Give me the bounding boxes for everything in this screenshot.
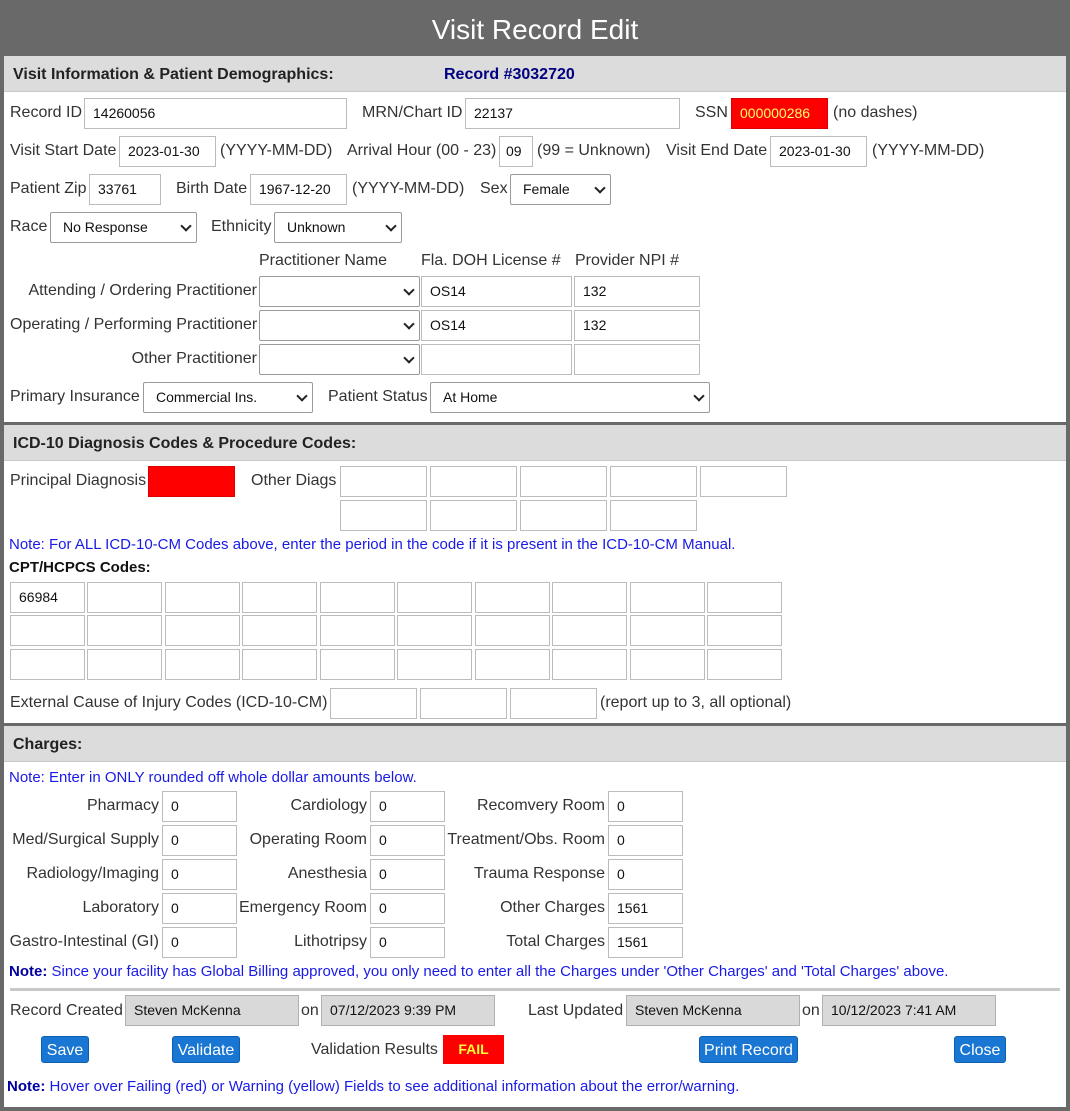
external-cause-input[interactable] bbox=[420, 688, 507, 719]
chevron-down-icon bbox=[693, 390, 704, 401]
charge-label: Total Charges bbox=[506, 933, 605, 950]
other-diag-input[interactable] bbox=[610, 500, 697, 531]
birth-date-label: Birth Date bbox=[176, 180, 248, 197]
race-select[interactable] bbox=[50, 212, 197, 243]
ssn-hint: (no dashes) bbox=[833, 104, 918, 121]
cpt-code-input[interactable] bbox=[397, 582, 472, 613]
operating-npi-input[interactable]: 132 bbox=[574, 310, 700, 341]
cpt-code-input[interactable] bbox=[630, 615, 705, 646]
practitioner-name-header: Practitioner Name bbox=[259, 252, 388, 269]
charge-input[interactable]: 0 bbox=[608, 825, 683, 856]
divider bbox=[10, 988, 1060, 991]
patient-zip-label: Patient Zip bbox=[10, 180, 87, 197]
cpt-code-input[interactable] bbox=[165, 615, 240, 646]
last-updated-label: Last Updated bbox=[528, 1002, 624, 1019]
cpt-code-input[interactable] bbox=[707, 615, 782, 646]
cpt-code-input[interactable] bbox=[707, 649, 782, 680]
charge-label: Emergency Room bbox=[238, 899, 367, 916]
visit-start-hint: (YYYY-MM-DD) bbox=[220, 142, 333, 159]
section-header-charges: Charges: bbox=[4, 726, 1066, 762]
arrival-hour-label: Arrival Hour (00 - 23) bbox=[347, 142, 497, 159]
other-diag-input[interactable] bbox=[430, 466, 517, 497]
section-header-visit-info bbox=[4, 56, 1066, 92]
visit-start-label: Visit Start Date bbox=[10, 142, 117, 159]
charge-label: Lithotripsy bbox=[294, 933, 367, 950]
other-diag-input[interactable] bbox=[340, 466, 427, 497]
cpt-code-input[interactable] bbox=[552, 582, 627, 613]
cpt-code-input[interactable] bbox=[10, 649, 85, 680]
charge-input[interactable]: 0 bbox=[162, 825, 237, 856]
principal-diagnosis-input[interactable] bbox=[148, 466, 235, 497]
ethnicity-select[interactable] bbox=[274, 212, 402, 243]
hover-note-text: Hover over Failing (red) or Warning (yellow) Fields to see additional information about the error/warning. bbox=[45, 1078, 740, 1095]
patient-status-select[interactable] bbox=[430, 382, 710, 413]
visit-end-hint: (YYYY-MM-DD) bbox=[872, 142, 985, 159]
birth-date-input[interactable]: 1967-12-20 bbox=[250, 174, 347, 205]
principal-diagnosis-label: Principal Diagnosis bbox=[10, 472, 147, 489]
billing-note-bold: Note: bbox=[9, 963, 48, 980]
other-diag-input[interactable] bbox=[700, 466, 787, 497]
charge-label: Laboratory bbox=[82, 899, 159, 916]
cpt-code-input[interactable] bbox=[87, 649, 162, 680]
billing-note bbox=[9, 963, 948, 980]
charge-input[interactable]: 0 bbox=[370, 825, 445, 856]
primary-insurance-value: Commercial Ins. bbox=[156, 389, 258, 405]
visit-end-label: Visit End Date bbox=[666, 142, 768, 159]
patient-status-value: At Home bbox=[443, 389, 498, 405]
cpt-code-input[interactable] bbox=[552, 615, 627, 646]
charge-input[interactable]: 0 bbox=[608, 859, 683, 890]
ethnicity-label: Ethnicity bbox=[211, 218, 272, 235]
chevron-down-icon bbox=[403, 352, 414, 363]
ethnicity-select-value: Unknown bbox=[287, 219, 346, 235]
cpt-code-input[interactable] bbox=[707, 582, 782, 613]
chevron-down-icon bbox=[385, 220, 396, 231]
attending-license-input[interactable]: OS14 bbox=[421, 276, 572, 307]
record-created-on-label: on bbox=[301, 1002, 319, 1019]
charge-label: Gastro-Intestinal (GI) bbox=[9, 933, 159, 950]
sex-select-value: Female bbox=[523, 181, 570, 197]
cpt-code-input[interactable] bbox=[630, 649, 705, 680]
record-created-by: Steven McKenna bbox=[125, 995, 299, 1026]
attending-practitioner-label: Attending / Ordering Practitioner bbox=[28, 282, 257, 299]
charge-input[interactable]: 1561 bbox=[608, 927, 683, 958]
cpt-code-input[interactable] bbox=[87, 582, 162, 613]
record-id-label: Record ID bbox=[10, 104, 83, 121]
arrival-hour-hint: (99 = Unknown) bbox=[537, 142, 651, 159]
charge-label: Med/Surgical Supply bbox=[12, 831, 159, 848]
other-diags-label: Other Diags bbox=[251, 472, 337, 489]
close-button[interactable]: Close bbox=[954, 1036, 1006, 1063]
validation-results-label: Validation Results bbox=[311, 1041, 438, 1058]
attending-npi-input[interactable]: 132 bbox=[574, 276, 700, 307]
last-updated-by: Steven McKenna bbox=[626, 995, 800, 1026]
last-updated-date: 10/12/2023 7:41 AM bbox=[822, 995, 996, 1026]
race-select-value: No Response bbox=[63, 219, 148, 235]
icd10-note: Note: For ALL ICD-10-CM Codes above, enter the period in the code if it is present in the ICD-10-CM Manual. bbox=[9, 536, 736, 553]
cpt-code-input[interactable] bbox=[320, 582, 395, 613]
charge-input[interactable]: 0 bbox=[162, 927, 237, 958]
hover-note-bold: Note: bbox=[7, 1078, 46, 1095]
cpt-code-input[interactable] bbox=[10, 615, 85, 646]
other-diag-input[interactable] bbox=[610, 466, 697, 497]
external-cause-label: External Cause of Injury Codes (ICD-10-CM) bbox=[10, 694, 328, 711]
other-practitioner-select[interactable] bbox=[259, 344, 420, 375]
charge-label: Recomvery Room bbox=[476, 797, 605, 814]
cpt-code-input[interactable] bbox=[87, 615, 162, 646]
charge-label: Treatment/Obs. Room bbox=[447, 831, 605, 848]
charge-label: Cardiology bbox=[290, 797, 367, 814]
operating-practitioner-label: Operating / Performing Practitioner bbox=[10, 316, 258, 333]
chevron-down-icon bbox=[403, 284, 414, 295]
race-label: Race bbox=[10, 218, 48, 235]
cpt-code-input[interactable] bbox=[552, 649, 627, 680]
print-record-button[interactable]: Print Record bbox=[699, 1036, 798, 1063]
record-id-input[interactable]: 14260056 bbox=[84, 98, 347, 129]
birth-date-hint: (YYYY-MM-DD) bbox=[352, 180, 465, 197]
attending-practitioner-select[interactable] bbox=[259, 276, 420, 307]
sex-label: Sex bbox=[480, 180, 508, 197]
record-created-label: Record Created bbox=[10, 1002, 123, 1019]
cpt-code-input[interactable] bbox=[165, 582, 240, 613]
cpt-code-input[interactable] bbox=[320, 615, 395, 646]
charge-label: Pharmacy bbox=[86, 797, 159, 814]
cpt-code-input[interactable] bbox=[242, 615, 317, 646]
license-header: Fla. DOH License # bbox=[421, 252, 561, 269]
external-cause-input[interactable] bbox=[330, 688, 417, 719]
cpt-code-input[interactable] bbox=[320, 649, 395, 680]
cpt-code-input[interactable] bbox=[475, 582, 550, 613]
charge-input[interactable]: 0 bbox=[370, 791, 445, 822]
chevron-down-icon bbox=[296, 390, 307, 401]
charge-label: Radiology/Imaging bbox=[26, 865, 159, 882]
record-number: Record #3032720 bbox=[444, 66, 575, 83]
charge-input[interactable]: 0 bbox=[162, 791, 237, 822]
external-cause-input[interactable] bbox=[510, 688, 597, 719]
cpt-code-input[interactable] bbox=[165, 649, 240, 680]
cpt-code-input[interactable] bbox=[242, 582, 317, 613]
primary-insurance-label: Primary Insurance bbox=[10, 388, 140, 405]
charge-input[interactable]: 0 bbox=[608, 791, 683, 822]
section-title: Visit Information & Patient Demographics: bbox=[13, 66, 334, 83]
diagnosis-codes-panel bbox=[4, 425, 1066, 723]
sex-select[interactable] bbox=[510, 174, 611, 205]
visit-end-input[interactable]: 2023-01-30 bbox=[770, 136, 867, 167]
operating-license-input[interactable]: OS14 bbox=[421, 310, 572, 341]
cpt-code-input[interactable] bbox=[397, 649, 472, 680]
primary-insurance-select[interactable] bbox=[143, 382, 313, 413]
save-button[interactable]: Save bbox=[41, 1036, 89, 1063]
patient-status-label: Patient Status bbox=[328, 388, 428, 405]
other-license-input[interactable] bbox=[421, 344, 572, 375]
cpt-code-input[interactable] bbox=[475, 615, 550, 646]
other-diag-input[interactable] bbox=[520, 500, 607, 531]
charge-label: Other Charges bbox=[500, 899, 605, 916]
charge-label: Operating Room bbox=[249, 831, 367, 848]
hover-note bbox=[7, 1078, 739, 1095]
cpt-code-input[interactable] bbox=[242, 649, 317, 680]
external-cause-hint: (report up to 3, all optional) bbox=[600, 694, 792, 711]
section-header-icd10: ICD-10 Diagnosis Codes & Procedure Codes: bbox=[4, 425, 1066, 461]
charge-input[interactable]: 0 bbox=[162, 893, 237, 924]
npi-header: Provider NPI # bbox=[575, 252, 680, 269]
ssn-label: SSN bbox=[695, 104, 728, 121]
charge-input[interactable]: 0 bbox=[370, 893, 445, 924]
cpt-code-input[interactable] bbox=[475, 649, 550, 680]
visit-information-panel bbox=[4, 56, 1066, 422]
cpt-code-input[interactable] bbox=[630, 582, 705, 613]
visit-start-input[interactable]: 2023-01-30 bbox=[119, 136, 216, 167]
mrn-label: MRN/Chart ID bbox=[362, 104, 463, 121]
arrival-hour-input[interactable]: 09 bbox=[499, 136, 533, 167]
charges-panel bbox=[4, 726, 1066, 1107]
other-diag-input[interactable] bbox=[340, 500, 427, 531]
patient-zip-input[interactable]: 33761 bbox=[89, 174, 161, 205]
ssn-input[interactable]: 000000286 bbox=[731, 98, 828, 129]
chevron-down-icon bbox=[180, 220, 191, 231]
charge-input[interactable]: 0 bbox=[370, 927, 445, 958]
charge-input[interactable]: 0 bbox=[162, 859, 237, 890]
other-diag-input[interactable] bbox=[430, 500, 517, 531]
other-npi-input[interactable] bbox=[574, 344, 700, 375]
charge-label: Anesthesia bbox=[287, 865, 367, 882]
cpt-code-input[interactable]: 66984 bbox=[10, 582, 85, 613]
record-created-date: 07/12/2023 9:39 PM bbox=[321, 995, 495, 1026]
other-diag-input[interactable] bbox=[520, 466, 607, 497]
last-updated-on-label: on bbox=[802, 1002, 820, 1019]
validate-button[interactable]: Validate bbox=[172, 1036, 240, 1063]
chevron-down-icon bbox=[403, 318, 414, 329]
charges-note: Note: Enter in ONLY rounded off whole dollar amounts below. bbox=[9, 769, 417, 786]
page-title: Visit Record Edit bbox=[431, 14, 639, 45]
mrn-input[interactable]: 22137 bbox=[465, 98, 680, 129]
operating-practitioner-select[interactable] bbox=[259, 310, 420, 341]
charge-input[interactable]: 0 bbox=[370, 859, 445, 890]
charge-label: Trauma Response bbox=[473, 865, 605, 882]
charge-input[interactable]: 1561 bbox=[608, 893, 683, 924]
cpt-label: CPT/HCPCS Codes: bbox=[9, 559, 151, 576]
validation-status-badge: FAIL bbox=[443, 1035, 504, 1064]
billing-note-text: Since your facility has Global Billing approved, you only need to enter all the Charges under 'Other Charges' and 'Total Charges' above. bbox=[47, 963, 949, 980]
cpt-code-input[interactable] bbox=[397, 615, 472, 646]
other-practitioner-label: Other Practitioner bbox=[131, 350, 257, 367]
chevron-down-icon bbox=[594, 182, 605, 193]
